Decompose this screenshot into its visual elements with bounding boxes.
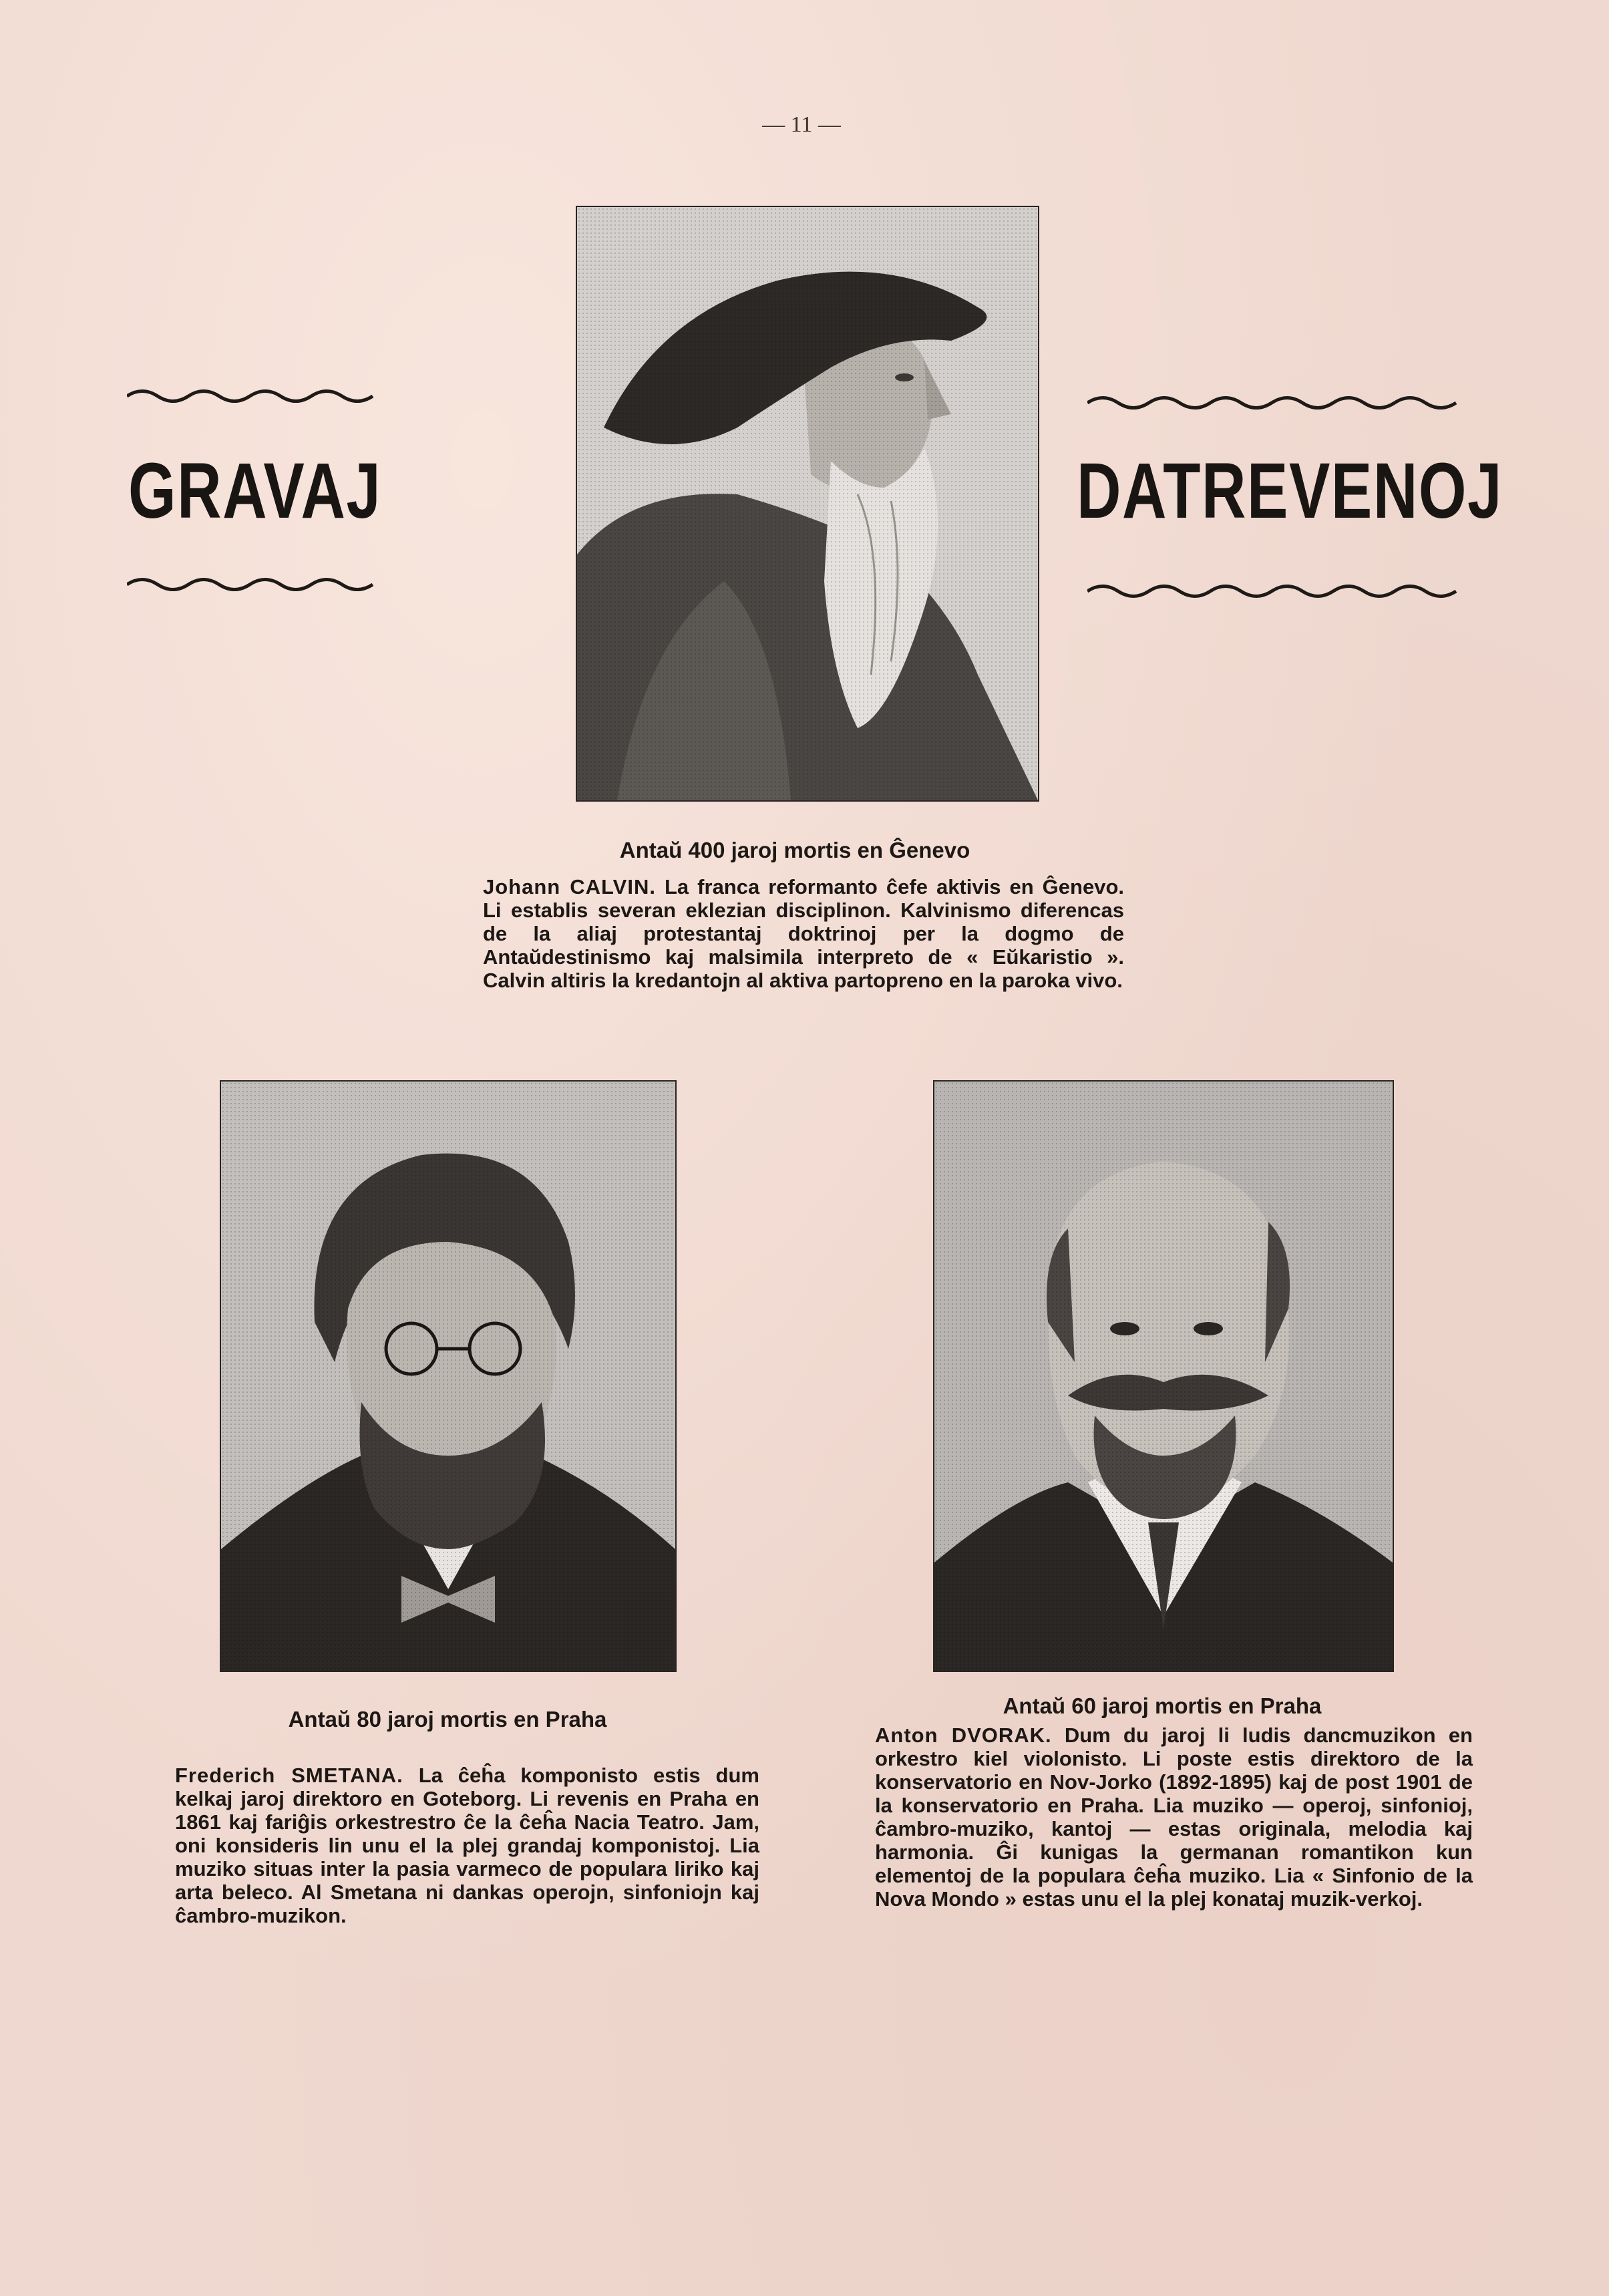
dvorak-caption-title: Antaŭ 60 jaroj mortis en Praha	[1003, 1693, 1322, 1718]
dvorak-name: Anton DVORAK.	[875, 1724, 1052, 1747]
smetana-name: Frederich SMETANA.	[175, 1764, 403, 1787]
smetana-text: La ĉeĥa komponisto estis dum kelkaj jaroj direktoro en Goteborg. Li revenis en Praha en 1861 kaj fariĝis orkestrestro ĉe la ĉeĥa Nacia Teatro. Jam, oni konsideris lin unu el la plej grandaj komponistoj. Lia muziko situas inter la pasia varmeco de populara liriko kaj arta beleco. Al Smetana ni dankas operojn, sinfoniojn kaj ĉambro-muzikon.	[175, 1764, 759, 1927]
calvin-caption-body	[483, 875, 1124, 992]
calvin-text: La franca reformanto ĉefe aktivis en Ĝenevo. Li establis severan eklezian disciplinon. Kalvinismo diferencas de la aliaj protestantaj doktrinoj per la dogmo de Antaŭdestinismo kaj malsimila interpreto de « Eŭkaristio ». Calvin altiris la kredantojn al aktiva partopreno en la paroka vivo.	[483, 875, 1124, 992]
calvin-name: Johann CALVIN.	[483, 875, 656, 898]
dvorak-portrait	[933, 1080, 1394, 1672]
page-number: — 11 —	[762, 112, 841, 137]
calvin-caption-title: Antaŭ 400 jaroj mortis en Ĝenevo	[619, 838, 970, 862]
smetana-caption-body	[175, 1764, 759, 1927]
smetana-caption-title: Antaŭ 80 jaroj mortis en Praha	[288, 1707, 607, 1732]
heading-gravaj: GRAVAJ	[128, 447, 382, 535]
calvin-portrait	[576, 206, 1039, 802]
wavy-rule-top-left	[127, 386, 374, 406]
wavy-rule-bottom-right	[1087, 581, 1461, 601]
wavy-rule-top-right	[1087, 393, 1461, 413]
wavy-rule-bottom-left	[127, 575, 374, 595]
dvorak-text: Dum du jaroj li ludis dancmuzikon en orkestro kiel violonisto. Li poste estis direktoro de la konservatorio en Nov-Jorko (1892-1895) kaj de post 1901 de la konservatorio en Praha. Lia muziko — operoj, sinfonioj, ĉambro-muziko, kantoj — estas originala, melodia kaj harmonia. Ĝi kunigas la germanan romantikon kun elementoj de la populara ĉeĥa muziko. Lia « Sinfonio de la Nova Mondo » estas unu el la plej konataj muzik-verkoj.	[875, 1724, 1473, 1911]
smetana-portrait	[220, 1080, 677, 1672]
heading-datrevenoj: DATREVENOJ	[1077, 447, 1503, 535]
dvorak-caption-body	[875, 1724, 1473, 1911]
